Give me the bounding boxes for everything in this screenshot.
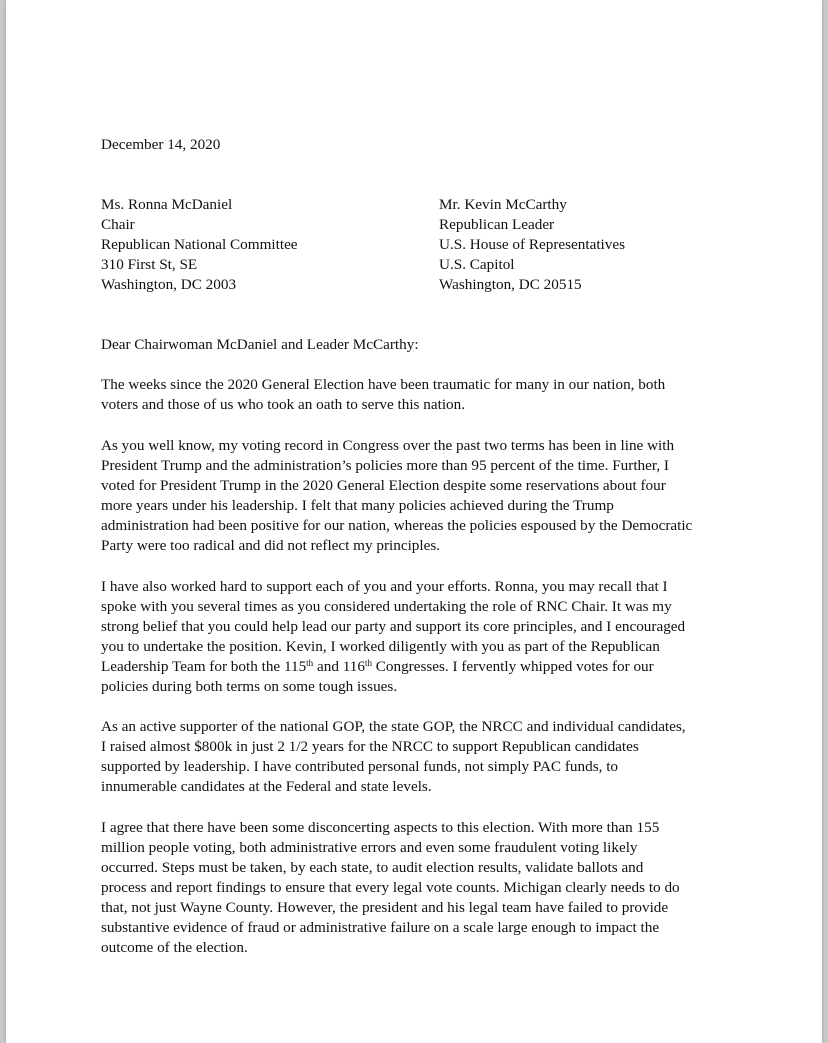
text-line: The weeks since the 2020 General Election have been traumatic for many in our nation, both: [101, 376, 666, 393]
ordinal-suffix: th: [306, 658, 314, 668]
text-line: President Trump and the administration’s policies more than 95 percent of the time. Further, I: [101, 457, 669, 474]
address-line: Republican Leader: [439, 216, 555, 233]
text-line: outcome of the election.: [101, 939, 248, 956]
paragraph-5: [101, 818, 751, 958]
ordinal-suffix: th: [364, 658, 372, 668]
letter-page: [6, 0, 822, 1043]
address-line: 310 First St, SE: [101, 256, 198, 273]
paragraph-4: [101, 717, 751, 797]
address-line: Mr. Kevin McCarthy: [439, 196, 567, 213]
address-line: Chair: [101, 216, 135, 233]
text-line: Party were too radical and did not reflect my principles.: [101, 537, 441, 554]
text-segment: Congresses. I fervently whipped votes for our: [371, 658, 654, 675]
text-line: innumerable candidates at the Federal and state levels.: [101, 778, 432, 795]
text-line: million people voting, both administrative errors and even some fraudulent voting likely: [101, 839, 638, 856]
text-line: voters and those of us who took an oath to serve this nation.: [101, 396, 466, 413]
text-line: process and report findings to ensure that every legal vote counts. Michigan clearly needs to do: [101, 879, 680, 896]
text-line: [101, 657, 751, 677]
text-line: strong belief that you could help lead our party and support its core principles, and I encouraged: [101, 618, 686, 635]
address-line: Washington, DC 20515: [439, 276, 582, 293]
text-line: more years under his leadership. I felt that many policies achieved during the Trump: [101, 497, 614, 514]
paragraph-1: [101, 375, 751, 415]
text-segment: Leadership Team for both the 115: [101, 658, 307, 675]
text-line: you to undertake the position. Kevin, I worked diligently with you as part of the Republican: [101, 638, 660, 655]
text-line: I agree that there have been some disconcerting aspects to this election. With more than 155: [101, 819, 660, 836]
text-line: occurred. Steps must be taken, by each state, to audit election results, validate ballots and: [101, 859, 644, 876]
letter-date: December 14, 2020: [101, 136, 221, 153]
recipient-right-address: [439, 195, 625, 295]
text-line: As an active supporter of the national GOP, the state GOP, the NRCC and individual candidates,: [101, 718, 686, 735]
paragraph-3: [101, 577, 751, 697]
text-line: As you well know, my voting record in Congress over the past two terms has been in line with: [101, 437, 675, 454]
text-line: policies during both terms on some tough issues.: [101, 678, 398, 695]
text-line: I have also worked hard to support each of you and your efforts. Ronna, you may recall that I: [101, 578, 668, 595]
text-line: supported by leadership. I have contributed personal funds, not simply PAC funds, to: [101, 758, 619, 775]
address-line: Washington, DC 2003: [101, 276, 237, 293]
address-line: U.S. Capitol: [439, 256, 515, 273]
recipient-left-address: [101, 195, 298, 295]
paragraph-2: [101, 436, 751, 556]
address-line: U.S. House of Representatives: [439, 236, 626, 253]
address-line: Ms. Ronna McDaniel: [101, 196, 233, 213]
text-line: voted for President Trump in the 2020 General Election despite some reservations about four: [101, 477, 666, 494]
text-segment: and 116: [313, 658, 365, 675]
text-line: substantive evidence of fraud or administrative failure on a scale large enough to impact the: [101, 919, 660, 936]
text-line: I raised almost $800k in just 2 1/2 years for the NRCC to support Republican candidates: [101, 738, 639, 755]
text-line: administration had been positive for our nation, whereas the policies espoused by the Democratic: [101, 517, 693, 534]
text-line: that, not just Wayne County. However, the president and his legal team have failed to provide: [101, 899, 669, 916]
text-line: spoke with you several times as you considered undertaking the role of RNC Chair. It was my: [101, 598, 672, 615]
address-line: Republican National Committee: [101, 236, 298, 253]
salutation: Dear Chairwoman McDaniel and Leader McCarthy:: [101, 336, 419, 353]
